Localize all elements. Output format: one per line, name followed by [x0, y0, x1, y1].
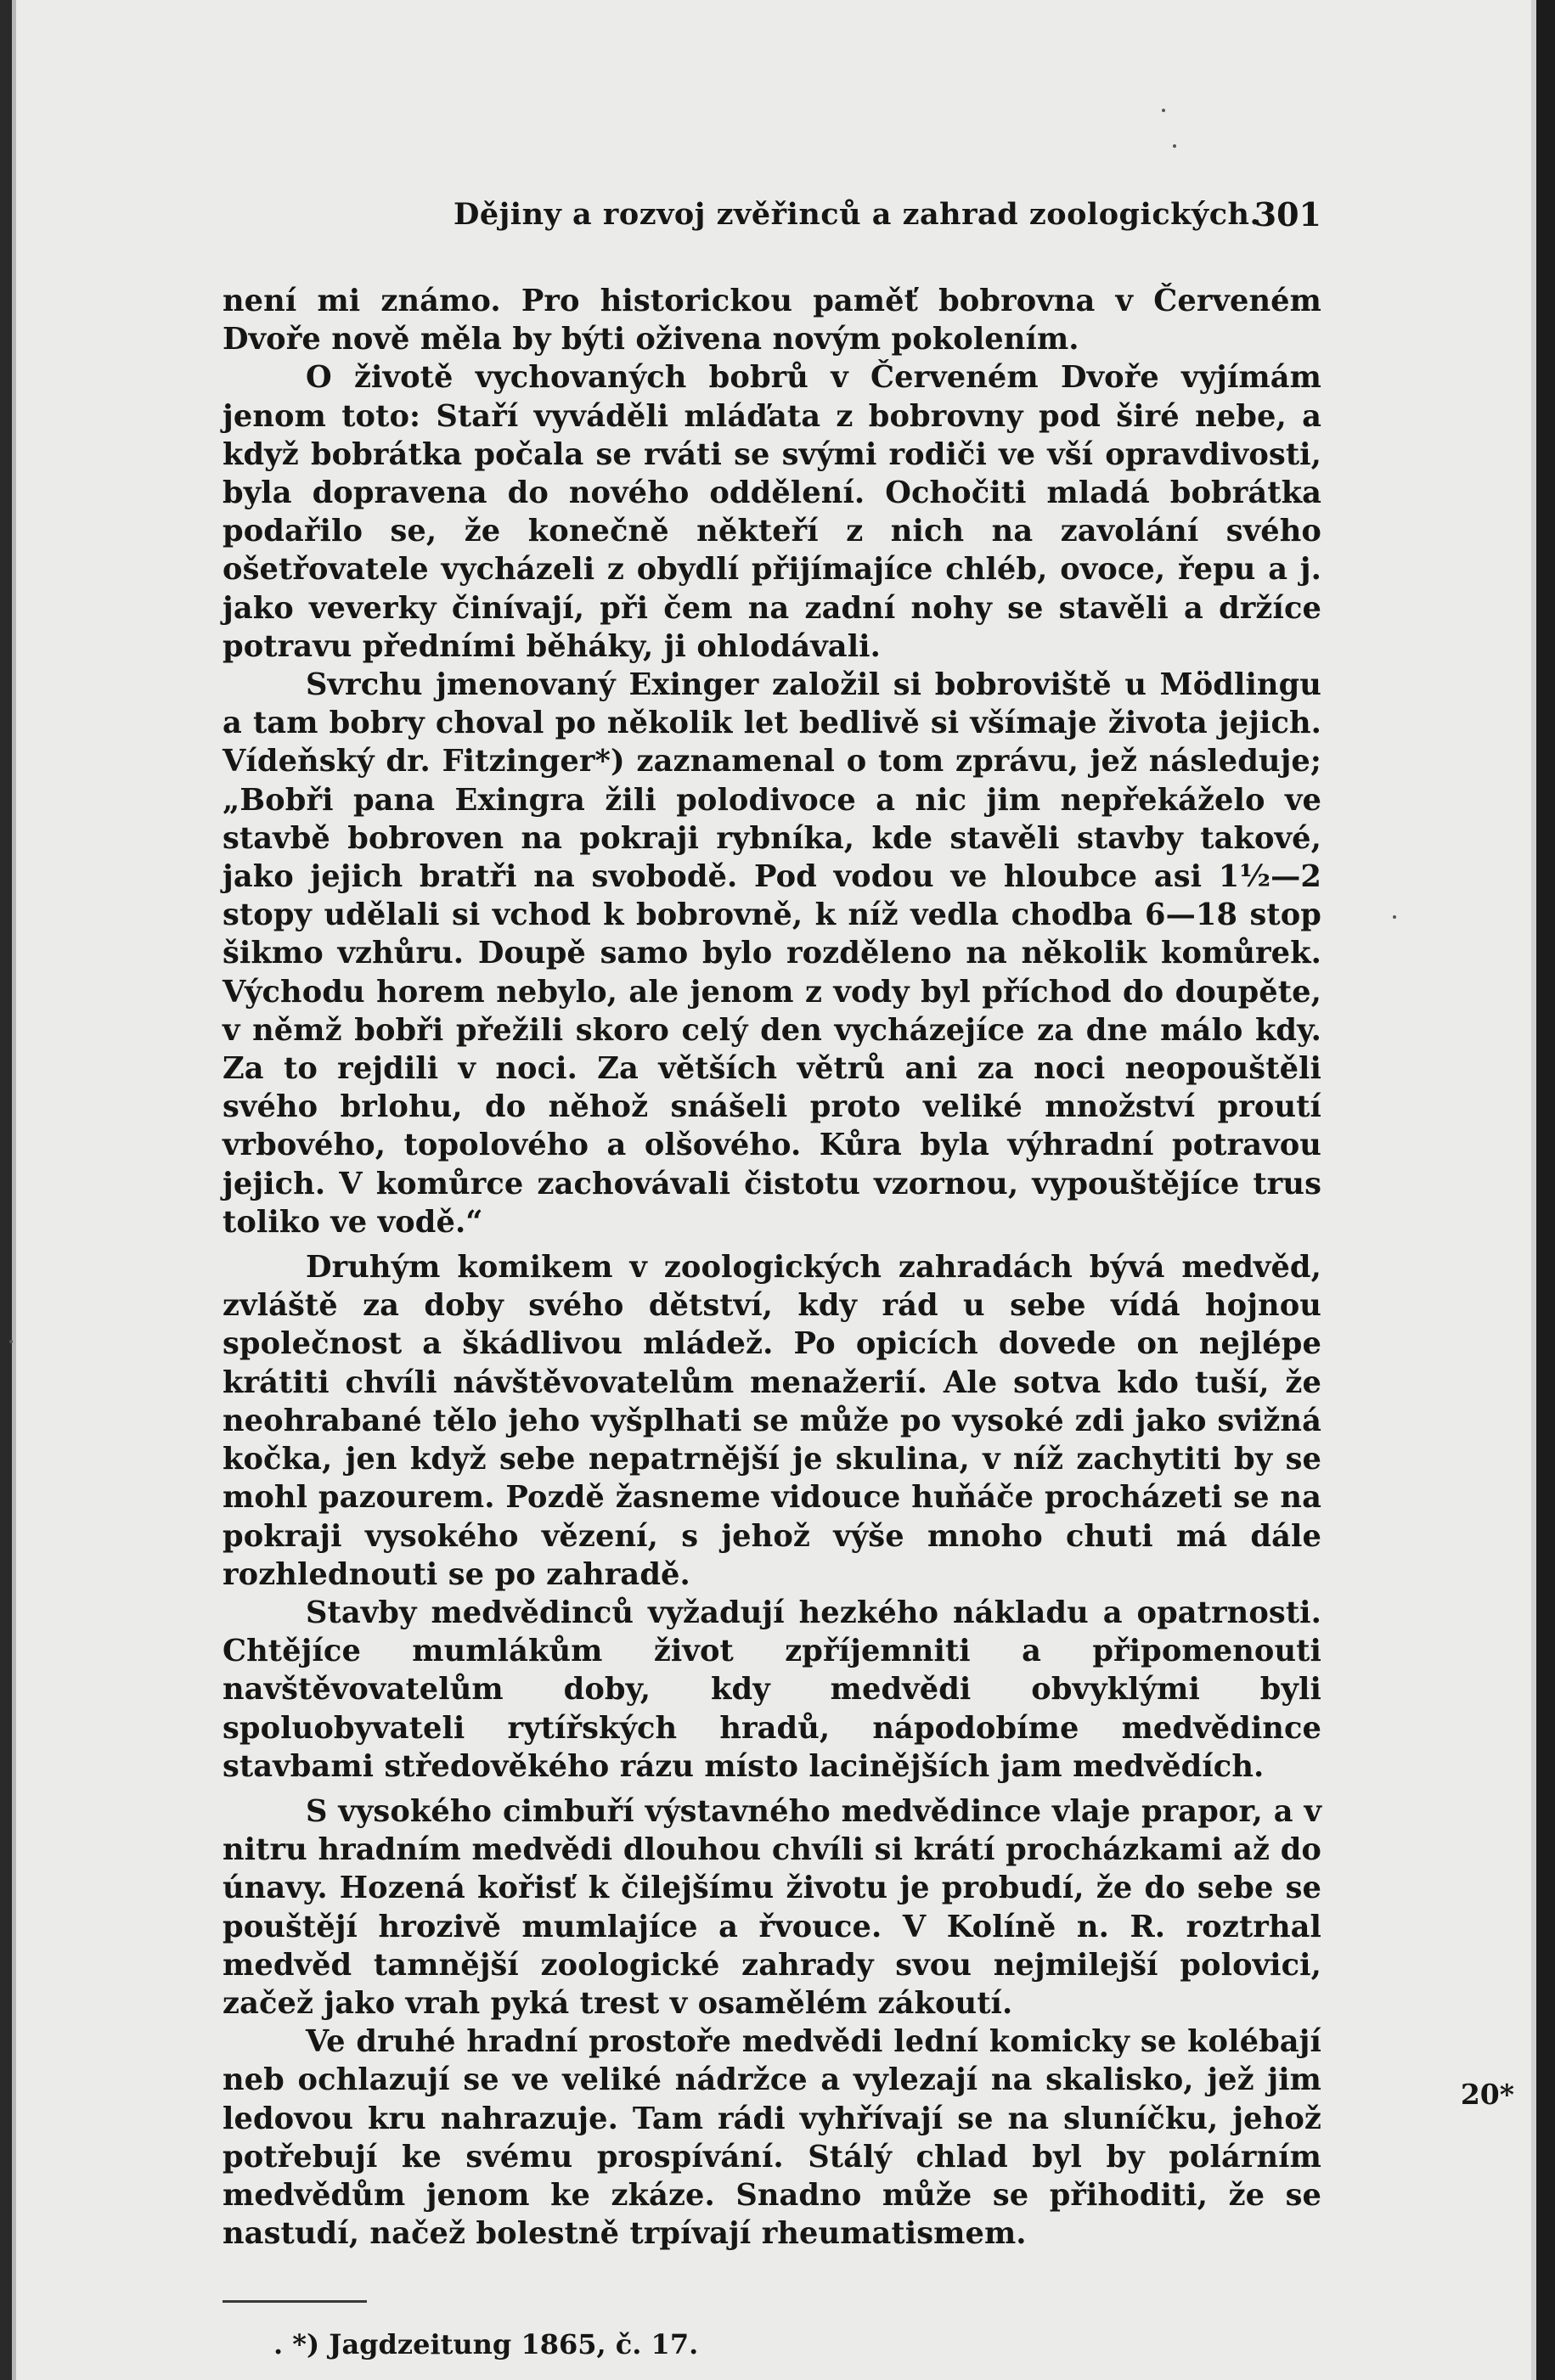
- page-header: [223, 188, 1321, 239]
- running-title: Dějiny a rozvoj zvěřinců a zahrad zoologických.: [454, 197, 1261, 232]
- paragraph-1: není mi známo. Pro historickou paměť bobrovna v Červeném Dvoře nově měla by býti oživena novým pokolením.: [223, 284, 1321, 357]
- paragraph-3: Svrchu jmenovaný Exinger založil si bobroviště u Mödlingu a tam bobry choval po několik let bedlivě si všímaje života jejich. Vídeňský dr. Fitzinger*) zaznamenal o tom zprávu, jež následuje; „Bobři pana Exingra žili polodivoce a nic jim nepřekáželo ve stavbě bobroven na pokraji rybníka, kde stavěli stavby takové, jako jejich bratři na svobodě. Pod vodou ve hloubce asi 1½—2 stopy udělali si vchod k bobrovně, k níž vedla chodba 6—18 stop šikmo vzhůru. Doupě samo bylo rozděleno na několik komůrek. Východu horem nebylo, ale jenom z vody byl příchod do doupěte, v němž bobři přežili skoro celý den vycházejíce za dne málo kdy. Za to rejdili v noci. Za větších větrů ani za noci neopouštěli svého brlohu, do něhož snášeli proto veliké množství proutí vrbového, topolového a olšového. Kůra byla výhradní potravou jejich. V komůrce zachovávali čistotu vzornou, vypouštějíce trus toliko ve vodě.“: [223, 667, 1321, 1240]
- scan-speck: [1173, 144, 1176, 148]
- footnote: . *) Jagdzeitung 1865, č. 17.: [273, 2328, 699, 2361]
- scan-speck: [1162, 109, 1165, 112]
- scan-left-gutter: [12, 0, 16, 2380]
- paragraph-5: Stavby medvědinců vyžadují hezkého nákladu a opatrnosti. Chtějíce mumlákům život zpříjemniti a připomenouti navštěvovatelům doby, kdy medvědi obvyklými byli spoluobyvateli rytířských hradů, nápodobíme medvědince stavbami středověkého rázu místo lacinějších jam medvědích.: [223, 1595, 1321, 1784]
- footnote-divider: [223, 2300, 367, 2303]
- scan-right-edge: [1536, 0, 1555, 2380]
- paragraph-4: Druhým komikem v zoologických zahradách bývá medvěd, zvláště za doby svého dětství, kdy rád u sebe vídá hojnou společnost a škádlivou mládež. Po opicích dovede on nejlépe krátiti chvíli návštěvovatelům menažerií. Ale sotva kdo tuší, že neohrabané tělo jeho vyšplhati se může po vysoké zdi jako svižná kočka, jen když sebe nepatrnější je skulina, v níž zachytiti by se mohl pazourem. Pozdě žasneme vidouce huňáče procházeti se na pokraji vysokého vězení, s jehož výše mnoho chuti má dále rozhlednouti se po zahradě.: [223, 1250, 1321, 1592]
- scan-left-binding-edge: [0, 0, 12, 2380]
- printer-signature-mark: 20*: [1460, 2078, 1514, 2111]
- page-number: 301: [1254, 195, 1321, 233]
- scan-speck: [9, 1340, 13, 1343]
- scan-right-margin-strip: [1531, 0, 1536, 2380]
- page-content: [223, 188, 1321, 2360]
- paragraph-2: O životě vychovaných bobrů v Červeném Dvoře vyjímám jenom toto: Staří vyváděli mláďata z bobrovny pod širé nebe, a když bobrátka počala se rváti se svými rodiči ve vší opravdivosti, byla dopravena do nového oddělení. Ochočiti mladá bobrátka podařilo se, že konečně někteří z nich na zavolání svého ošetřovatele vycházeli z obydlí přijímajíce chléb, ovoce, řepu a j. jako veverky činívají, při čem na zadní nohy se stavěli a držíce potravu předními běháky, ji ohlodávali.: [223, 360, 1321, 664]
- scan-speck: [1393, 915, 1396, 919]
- main-text: [223, 282, 1321, 2253]
- paragraph-6: S vysokého cimbuří výstavného medvědince vlaje prapor, a v nitru hradním medvědi dlouhou chvíli si krátí procházkami až do únavy. Hozená kořisť k čilejšímu životu je probudí, že do sebe se pouštějí hrozivě mumlajíce a řvouce. V Kolíně n. R. roztrhal medvěd tamnější zoologické zahrady svou nejmilejší polovici, začež jako vrah pyká trest v osamělém zákoutí.: [223, 1793, 1321, 2021]
- paragraph-7: Ve druhé hradní prostoře medvědi lední komicky se kolébají neb ochlazují se ve veliké nádržce a vylezají na skalisko, jež jim ledovou kru nahrazuje. Tam rádi vyhřívají se na sluníčku, jehož potřebují ke svému prospívání. Stálý chlad byl by polárním medvědům jenom ke zkáze. Snadno může se přihoditi, že se nastudí, načež bolestně trpívají rheumatismem.: [223, 2024, 1321, 2252]
